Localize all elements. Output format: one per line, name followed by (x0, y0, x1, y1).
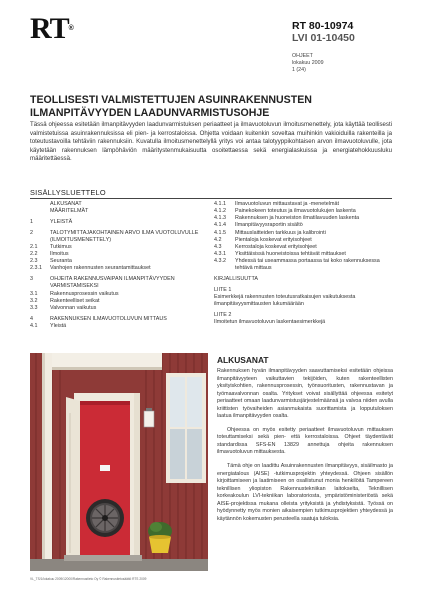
toc-entry-title: ALKUSANAT (50, 201, 82, 207)
toc-entry-number: 4.1.5 (214, 229, 226, 236)
toc-entry (30, 244, 210, 251)
toc-entry-number: 3.2 (30, 297, 38, 304)
toc-entry-title: Rakenteelliset seikat (50, 297, 100, 304)
document-number: RT 80-10974 (292, 20, 354, 32)
toc-entry-number: 4.3.2 (214, 258, 226, 265)
toc-entry-number: 3 (30, 276, 33, 283)
toc-entry (30, 251, 210, 258)
toc-entry-title: Tutkimus (50, 243, 72, 250)
toc-entry-title: Ilmanpitävyysraportin sisältö (235, 222, 303, 229)
page-count: 1 (24) (292, 67, 306, 74)
alkusanat-body (217, 368, 393, 529)
toc-entry (30, 323, 210, 330)
toc-entry-title: Ilmavuotoluvun mittaustavat ja -menetelmät (235, 201, 339, 207)
toc-entry-title: Mittauslaitteiden tarkkuus ja kalibrointi (235, 229, 326, 236)
toc-entry (30, 276, 210, 283)
toc-entry (214, 222, 394, 229)
toc-entry-title: Vanhojen rakennusten seurantamittaukset (50, 265, 151, 272)
toc-entry-title: tehtävä mittaus (235, 265, 272, 272)
toc-entry-title: Rakennuksen ja huoneiston ilmatilavuuden laskenta (235, 215, 360, 222)
toc-entry-number: 4.1.1 (214, 201, 226, 207)
toc-entry-title: (ILMOITUSMENETTELY) (50, 236, 111, 243)
toc-entry (30, 283, 210, 290)
toc-entry (214, 276, 394, 283)
toc-entry-title: MÄÄRITELMÄT (50, 208, 89, 215)
toc-entry-number: 4.1.3 (214, 215, 226, 222)
toc-entry-number: 3.1 (30, 290, 38, 297)
toc-entry-number: 2.2 (30, 251, 38, 258)
toc-entry (214, 312, 394, 319)
toc-entry-title: LIITE 2 (214, 311, 232, 318)
toc-entry-number: 4.3 (214, 243, 222, 250)
document-meta (292, 53, 324, 75)
toc-entry (30, 237, 210, 244)
toc-entry-title: TALOTYMITTAJAKOHTAINEN ARVO ILMA VUOTOLUVULLE (50, 229, 199, 236)
toc-entry (30, 305, 210, 312)
toc-entry (214, 208, 394, 215)
toc-entry-number: 4.3.1 (214, 251, 226, 258)
toc-entry-title: Ilmoitus (50, 251, 69, 258)
toc-left-column (30, 201, 210, 330)
toc-entry (30, 219, 210, 226)
toc-entry-number: 2.1 (30, 243, 38, 250)
toc-entry-title: KIRJALLISUUTTA (214, 276, 258, 283)
section-heading-alkusanat: ALKUSANAT (217, 355, 269, 365)
toc-entry (30, 291, 210, 298)
toc-entry-number (214, 265, 235, 272)
toc-divider (30, 198, 392, 199)
toc-entry (214, 294, 394, 301)
intro-text: Tässä ohjeessa esitetään ilmanpitävyyden laadunvarmistuksen periaatteet ja ilmavuotoluvun ilmoitusmenettely, jota käyttää teollisesti valmistetuissa asuinrakennuksissa eli pien- ja kerrostaloissa. Ohjetta voidaan kuitenkin soveltaa muihinkin vakioiduilla rakenteilla ja toteutustavoilla tehtäviin rakennuksiin. Kuvatulla ilmoitusmenettelyllä yritys voi antaa talotyyppikohtaisen arvon ilmavuotoluvulle, jota käytetään rakennuksen lämpöhäviön määritystenmukaisuutta osoitettaessa sekä energialaskuissa ja energiatehokkuusluku määritettäessä. (30, 121, 392, 163)
toc-entry-title: Painekokeen toteutus ja ilmavuotolukujen laskenta (235, 208, 356, 215)
toc-entry-number: 4.2 (214, 236, 222, 243)
toc-entry-title: RAKENNUKSEN ILMAVUOTOLUVUN MITTAUS (50, 315, 167, 322)
toc-entry (30, 316, 210, 323)
toc-entry-number: 4.1.2 (214, 208, 226, 215)
toc-entry (214, 258, 394, 265)
toc-entry-title: Seuranta (50, 258, 72, 265)
toc-entry (30, 208, 210, 215)
rt-logo: RT® (30, 12, 74, 45)
toc-entry-title: ilmanpitävyysmittausten lukumäärään (214, 301, 304, 308)
toc-entry-title: Pientaloja koskevat erityisohjeet (235, 236, 312, 243)
toc-entry (214, 287, 394, 294)
toc-entry-title: LIITE 1 (214, 286, 232, 293)
toc-entry-number (30, 208, 50, 215)
doc-date: lokakuu 2009 (292, 60, 324, 67)
toc-entry-title: OHJEITA RAKENNUSVAIPAN ILMANPITÄVYYDEN (50, 276, 175, 283)
toc-entry (214, 237, 394, 244)
alkusanat-paragraph: Rakennuksen hyvän ilmanpitävyyden saavuttamiseksi esitetään ohjeissa ilmanpitävyyteen vaikuttavien tekijöiden, kuten rakenteellisten yksityiskohtien, rakennusprosessin, työnsuoritusten, rakennustavan ja työmaavalvonnan osalta. Yritykset voivat sisällyttää ohjeessa esitetyt periaatteet omaan laadunvarmistusjärjestelmäänsä ja valvoa niiden avulla kriittisten työvaiheiden asianmukaista suorittamista ja lopputuloksen laatua ilmanpitävyyden osalta. (217, 368, 393, 420)
toc-entry-number: 4.1 (30, 322, 38, 329)
toc-entry-title: Ilmoitetun ilmavuotoluvun laskentaesimerkkejä (214, 319, 326, 326)
blower-door-photo (30, 353, 208, 571)
toc-entry-title: Esimerkkejä rakennusten toteutusratkaisujen vaikutuksesta (214, 294, 356, 301)
toc-entry-number (30, 283, 50, 290)
toc-entry-number: 2 (30, 229, 33, 236)
toc-entry (214, 230, 394, 237)
toc-entry (214, 215, 394, 222)
toc-entry (30, 258, 210, 265)
document-title: TEOLLISESTI VALMISTETTUJEN ASUINRAKENNUSTEN ILMANPITÄVYYDEN LAADUNVARMISTUSOHJE (30, 94, 312, 119)
toc-entry (214, 251, 394, 258)
toc-entry-title: YLEISTÄ (50, 218, 73, 225)
document-number-secondary: LVI 01-10450 (292, 32, 355, 44)
toc-right-column (214, 201, 394, 326)
doc-type: OHJEET (292, 53, 313, 59)
toc-entry-title: VARMISTAMISEKSI (50, 283, 99, 290)
toc-entry-number: 2.3.1 (30, 265, 42, 272)
toc-entry-number (30, 237, 50, 244)
alkusanat-paragraph: Ohjeessa on myös esitetty periaatteet ilmavuotoluvun mittauksen toteuttamiseksi sekä pien- että kerrostaloissa. Ohjeet täydentävät standardissa SFS-EN 13829 annettuja ohjeita rakennuksen ilmavuotoluvun mittauksesta. (217, 426, 393, 456)
toc-entry (214, 244, 394, 251)
toc-entry (30, 265, 210, 272)
toc-entry-title: Yhdessä tai useammassa portaassa tai koko rakennuksessa (235, 258, 380, 265)
toc-entry (214, 201, 394, 208)
alkusanat-paragraph: Tämä ohje on laadittu Asuinrakennusten ilmanpitävyys, sisäilmasto ja energiatalous (AISE) -tutkimusprojektin yhteydessä. Ohjeen sisällön kirjoittamiseen ja laatimiseen on osallistunut monia henkilöitä Tampereen teknillisen yliopiston Rakennustekniikan laitokselta, Teknillisen korkeakoulun LVI-tekniikan laboratoriosta, ympäristöministeriöstä sekä AISE-projektissa mukana olleista yrityksistä ja yhdistyksistä. Työssä on hyödynnetty myös monien aikaisempien tutkimusprojektien yhteydessä ja käytännön kokemusten perusteella saatuja tuloksia. (217, 463, 393, 522)
toc-entry-number: 4 (30, 315, 33, 322)
toc-entry-number: 1 (30, 218, 33, 225)
toc-entry (214, 265, 394, 272)
toc-entry-title: Yksittäisissä huoneistoissa tehtävät mittaukset (235, 251, 346, 258)
toc-entry-number: 2.3 (30, 258, 38, 265)
toc-entry-number (30, 201, 50, 208)
toc-entry-title: Rakennusprosessin vaikutus (50, 290, 119, 297)
toc-entry-title: Valvonnan vaikutus (50, 304, 97, 311)
toc-heading: SISÄLLYSLUETTELO (30, 188, 106, 197)
toc-entry (30, 298, 210, 305)
toc-entry-title: Yleistä (50, 322, 67, 329)
toc-entry (214, 319, 394, 326)
toc-entry-title: Kerrostaloja koskevat erityisohjeet (235, 243, 317, 250)
toc-entry-number: 4.1.4 (214, 222, 226, 229)
page-footer: VL_TS/1/lokakuu 2009/12000/Rakennustieto Oy © Rakennustietosäätiö RTS 2009 (30, 577, 147, 581)
house-entrance-illustration (30, 353, 208, 571)
toc-entry (30, 230, 210, 237)
toc-entry (214, 301, 394, 308)
toc-entry-number: 3.3 (30, 304, 38, 311)
